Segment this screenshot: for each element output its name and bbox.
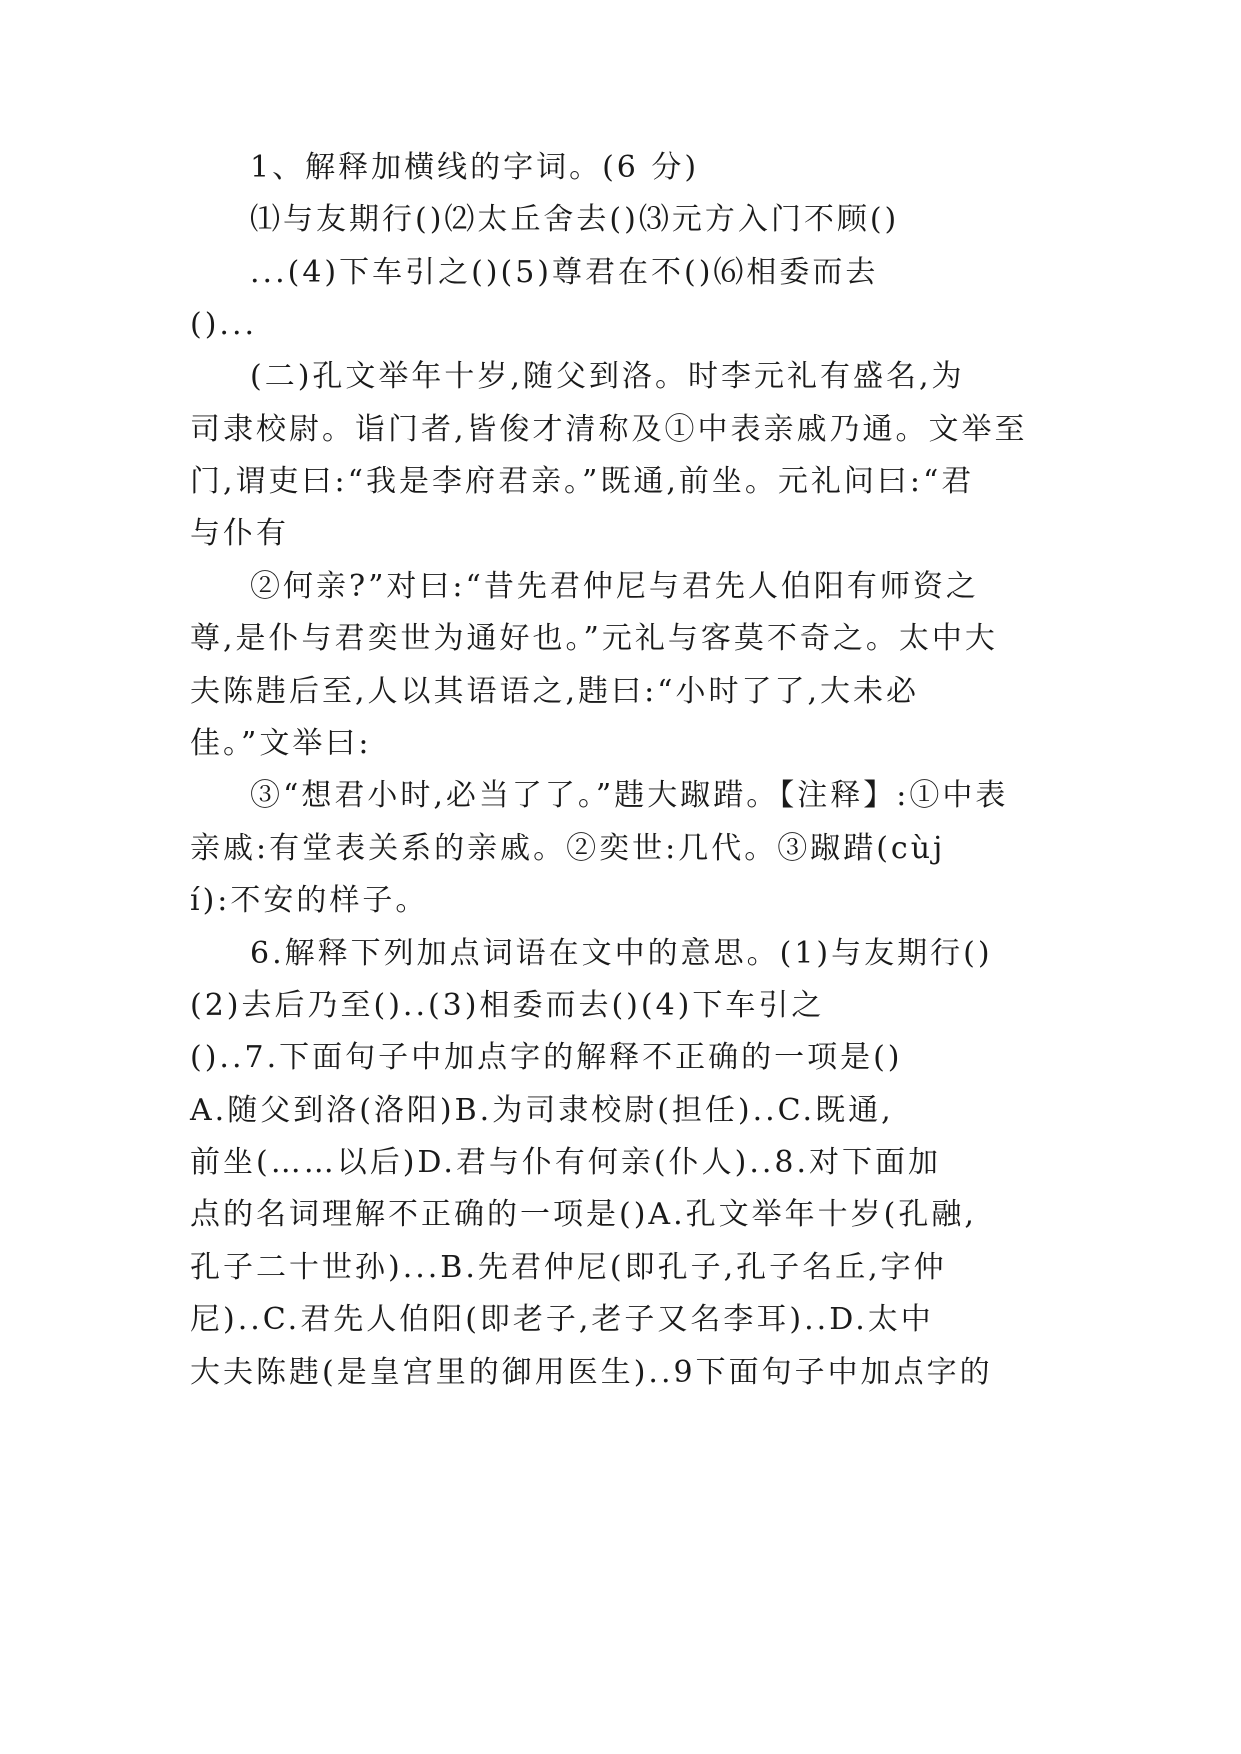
question-8-line-4: 尼)..C.君先人伯阳(即老子,老子又名李耳)..D.太中 <box>190 1302 934 1337</box>
passage-line-7: 夫陈韪后至,人以其语语之,韪曰:“小时了了,大未必 <box>190 674 920 709</box>
notes-line-2: í):不安的样子。 <box>190 883 429 918</box>
question-8-line-1: 前坐(……以后)D.君与仆有何亲(仆人)..8.对下面加 <box>190 1145 942 1180</box>
question-7-line-2: A.随父到洛(洛阳)B.为司隶校尉(担任)..C.既通, <box>190 1093 894 1128</box>
passage-line-3: 门,谓吏曰:“我是李府君亲。”既通,前坐。元礼问曰:“君 <box>190 464 975 499</box>
question-1-items-line-2: ...(4)下车引之()(5)尊君在不()⑹相委而去 <box>250 255 879 290</box>
passage-line-2: 司隶校尉。诣门者,皆俊才清称及①中表亲戚乃通。文举至 <box>190 412 1028 447</box>
question-1-items-line-3: ()... <box>190 307 258 342</box>
question-6-line-1: 6.解释下列加点词语在文中的意思。(1)与友期行() <box>250 936 993 971</box>
passage-line-8: 佳。”文举曰: <box>190 726 372 761</box>
passage-line-6: 尊,是仆与君奕世为通好也。”元礼与客莫不奇之。太中大 <box>190 621 998 656</box>
question-7-line-1: ()..7.下面句子中加点字的解释不正确的一项是() <box>190 1040 903 1075</box>
question-8-line-3: 孔子二十世孙)...B.先君仲尼(即孔子,孔子名丘,字仲 <box>190 1250 947 1285</box>
notes-line-1: 亲戚:有堂表关系的亲戚。②奕世:几代。③踧踖(cùj <box>190 831 946 866</box>
question-9-line-1: 大夫陈韪(是皇宫里的御用医生)..9下面句子中加点字的 <box>190 1355 993 1390</box>
passage-line-5: ②何亲?”对曰:“昔先君仲尼与君先人伯阳有师资之 <box>250 569 979 604</box>
passage-line-9: ③“想君小时,必当了了。”韪大踧踖。【注释】:①中表 <box>250 778 1009 813</box>
question-1-items-line-1: ⑴与友期行()⑵太丘舍去()⑶元方入门不顾() <box>250 202 900 237</box>
passage-line-4: 与仆有 <box>190 516 289 551</box>
passage-line-1: (二)孔文举年十岁,随父到洛。时李元礼有盛名,为 <box>250 359 965 394</box>
question-1-heading: 1、解释加横线的字词。(6 分) <box>250 150 700 185</box>
question-6-line-2: (2)去后乃至()..(3)相委而去()(4)下车引之 <box>190 988 825 1023</box>
question-8-line-2: 点的名词理解不正确的一项是()A.孔文举年十岁(孔融, <box>190 1197 977 1232</box>
